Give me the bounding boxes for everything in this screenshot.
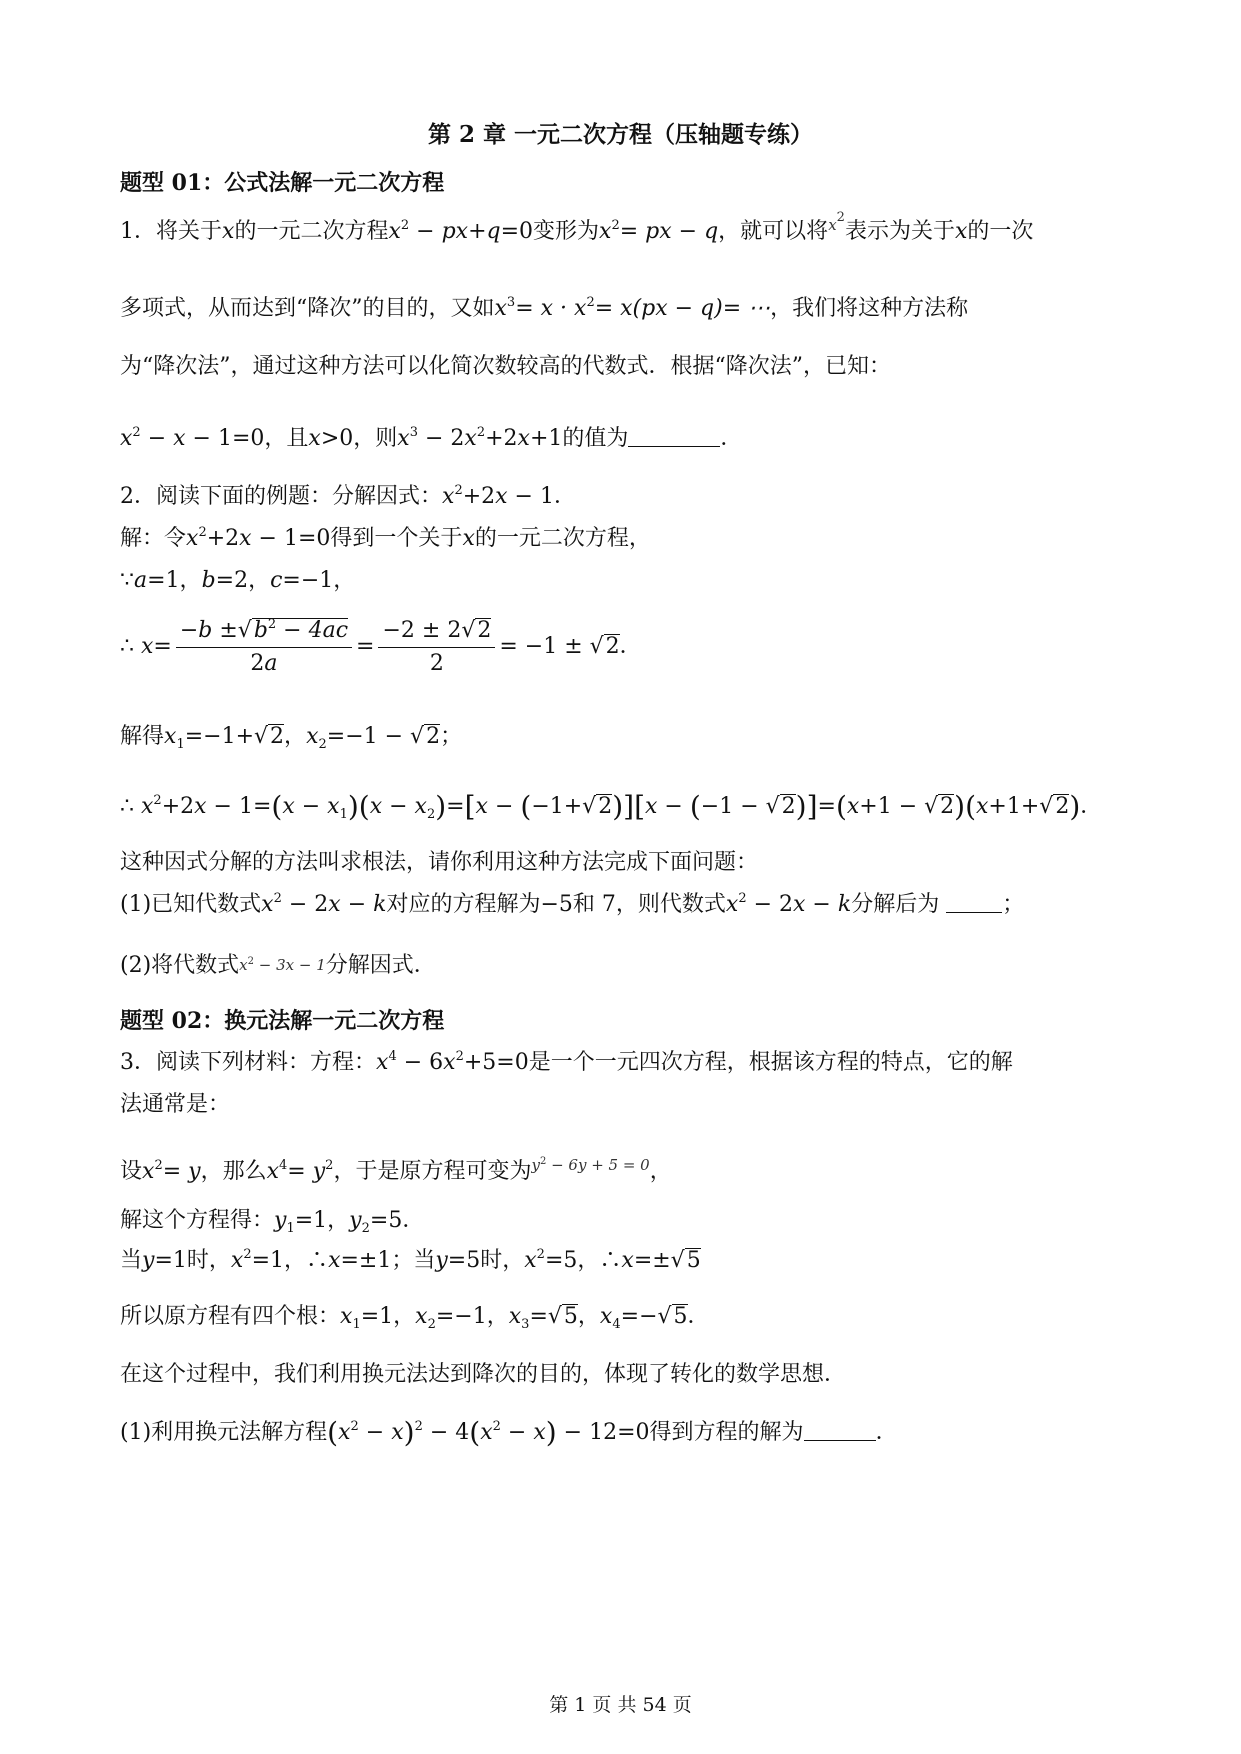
question-3-line-2: 法通常是： [120, 1092, 231, 1117]
question-3-line-3: 设$x^2= y$，那么$x^4= y^2$，于是原方程可变为$^{y^2 - 6y + 5 = 0}$， [120, 1156, 672, 1184]
question-2-part-2: (2)将代数式$x^2 - 3x - 1$分解因式． [120, 953, 436, 978]
page-footer: 第 1 页 共 54 页 [549, 1694, 692, 1716]
question-1-line-1: 1．将关于x的一元二次方程$x^2 - px+q=0$变形为$x^2=$ px − q，就可以将$^{x^2}$表示为关于x的一次 [120, 210, 1034, 244]
quadratic-formula-fraction: $\frac{-b \pm√b^2 - 4ac}{2a}$ [176, 615, 352, 680]
page-title: 第 2 章 一元二次方程（压轴题专练） [427, 121, 814, 148]
question-3-part-1: (1)利用换元法解方程$(x^2 - x)^2 - 4(x^2 - x) - 12=0$得到方程的解为 ． [120, 1416, 898, 1449]
question-2-instruction: 这种因式分解的方法叫求根法，请你利用这种方法完成下面问题： [120, 850, 759, 875]
question-1-line-3: 为“降次法”，通过这种方法可以化简次数较高的代数式．根据“降次法”，已知： [120, 354, 891, 379]
section-heading-1: 题型 01：公式法解一元二次方程 [120, 170, 445, 196]
question-2-part-1: (1)已知代数式$x^2 - 2x - k$对应的方程解为−5和 7，则代数式$x^2 - 2x - k$分解后为 ； [120, 891, 1025, 917]
question-1-line-4: $x^2 - x - 1=0$，且x>0，则$x^3 - 2x^2+2x+1$的值为 ． [120, 425, 743, 451]
answer-blank-3[interactable] [804, 1418, 876, 1441]
question-2-roots: 解得$x_1=-1+√2$，$x_2=-1 - √2$； [120, 724, 463, 752]
answer-blank-1[interactable] [628, 424, 720, 447]
question-3-line-6: 所以原方程有四个根：$x_1=1$，$x_2=-1$，$x_3=√5$，$x_4=-√5$． [120, 1304, 710, 1332]
question-1-line-2: 多项式，从而达到“降次”的目的，又如$x^3= x \cdot x^2= x(px - q)=$ ⋯，我们将这种方法称 [120, 295, 969, 321]
question-2-formula: ∴ x= $\frac{-b \pm√b^2 - 4ac}{2a}$ = $\frac{-2 \pm 2√2}{2}$ = −1 ± √2． [120, 614, 642, 680]
question-2-line-3: ∵a=1，b=2，c=−1， [120, 568, 356, 593]
question-2-line-2: 解：令$x^2+2x - 1=0$得到一个关于x的一元二次方程， [120, 525, 651, 551]
section-heading-2: 题型 02：换元法解一元二次方程 [120, 1008, 445, 1034]
answer-blank-2[interactable] [946, 890, 1002, 913]
question-2-factorization: ∴ $x^2+2x - 1=(x - x_1)(x - x_2)=[x - (-1+√2)][x - (-1 - √2)]=(x+1 - √2)(x+1+√2)$． [120, 790, 1103, 823]
question-3-line-7: 在这个过程中，我们利用换元法达到降次的目的，体现了转化的数学思想． [120, 1362, 847, 1387]
question-3-line-5: 当y=1时，$x^2=1$，∴x=±1；当y=5时，$x^2=5$，∴x=±√5 [120, 1247, 701, 1273]
question-3-line-4: 解这个方程得：$y_1=1$，$y_2=5$． [120, 1208, 425, 1236]
question-3-line-1: 3．阅读下列材料：方程：$x^4 - 6x^2+5=0$是一个一元四次方程，根据该方程的特点，它的解 [120, 1049, 1013, 1075]
question-2-line-1: 2．阅读下面的例题：分解因式：$x^2+2x - 1$． [120, 483, 576, 509]
